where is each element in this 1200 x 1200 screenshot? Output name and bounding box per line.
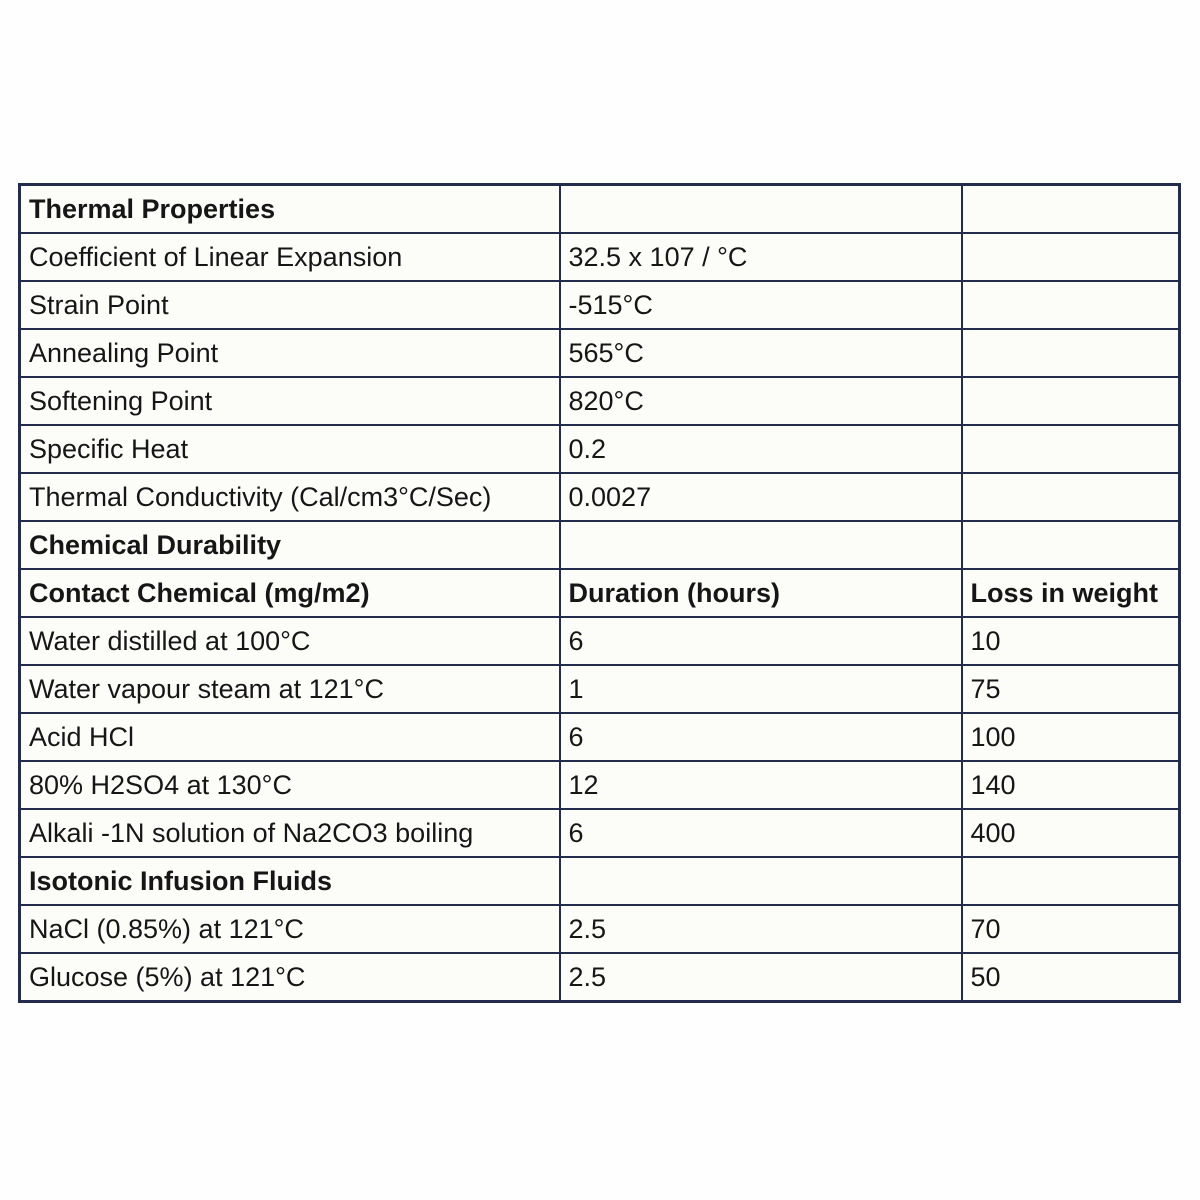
cell-extra: 400	[962, 809, 1180, 857]
cell-extra	[962, 425, 1180, 473]
cell-value: 0.2	[560, 425, 962, 473]
cell-extra: 100	[962, 713, 1180, 761]
cell-value: 0.0027	[560, 473, 962, 521]
cell-property: Specific Heat	[20, 425, 560, 473]
cell-property: Acid HCl	[20, 713, 560, 761]
cell-property: 80% H2SO4 at 130°C	[20, 761, 560, 809]
cell-value: 12	[560, 761, 962, 809]
section-title: Isotonic Infusion Fluids	[20, 857, 560, 905]
table-row-glucose	[20, 953, 1180, 1002]
cell-extra: 10	[962, 617, 1180, 665]
cell-property: Softening Point	[20, 377, 560, 425]
table-row-annealing-point	[20, 329, 1180, 377]
table-row-water-distilled	[20, 617, 1180, 665]
cell-value: 32.5 x 107 / °C	[560, 233, 962, 281]
cell-property: Strain Point	[20, 281, 560, 329]
table-row-acid-hcl	[20, 713, 1180, 761]
cell-value: 2.5	[560, 953, 962, 1002]
cell-value	[560, 185, 962, 234]
cell-value: 2.5	[560, 905, 962, 953]
cell-extra	[962, 281, 1180, 329]
cell-value	[560, 521, 962, 569]
table-row-isotonic-infusion-header	[20, 857, 1180, 905]
cell-extra	[962, 377, 1180, 425]
table-row-h2so4	[20, 761, 1180, 809]
table-row-nacl	[20, 905, 1180, 953]
cell-value: 6	[560, 617, 962, 665]
cell-extra: 50	[962, 953, 1180, 1002]
cell-property: NaCl (0.85%) at 121°C	[20, 905, 560, 953]
section-title: Thermal Properties	[20, 185, 560, 234]
table-row-strain-point	[20, 281, 1180, 329]
cell-extra	[962, 857, 1180, 905]
cell-value	[560, 857, 962, 905]
cell-value: 6	[560, 809, 962, 857]
table-row-thermal-conductivity	[20, 473, 1180, 521]
table-row-column-headers	[20, 569, 1180, 617]
cell-property: Coefficient of Linear Expansion	[20, 233, 560, 281]
table-row-alkali-na2co3	[20, 809, 1180, 857]
cell-value: -515°C	[560, 281, 962, 329]
section-title: Chemical Durability	[20, 521, 560, 569]
cell-property: Thermal Conductivity (Cal/cm3°C/Sec)	[20, 473, 560, 521]
cell-property: Water distilled at 100°C	[20, 617, 560, 665]
cell-property: Annealing Point	[20, 329, 560, 377]
table-row-water-vapour-steam	[20, 665, 1180, 713]
table-row-thermal-properties-header	[20, 185, 1180, 234]
cell-value: 6	[560, 713, 962, 761]
cell-extra: 75	[962, 665, 1180, 713]
cell-extra: 70	[962, 905, 1180, 953]
cell-extra	[962, 473, 1180, 521]
cell-extra	[962, 233, 1180, 281]
table-row-chemical-durability-header	[20, 521, 1180, 569]
column-header-contact-chemical: Contact Chemical (mg/m2)	[20, 569, 560, 617]
properties-table	[18, 183, 1181, 1003]
table-row-specific-heat	[20, 425, 1180, 473]
cell-extra	[962, 185, 1180, 234]
cell-property: Water vapour steam at 121°C	[20, 665, 560, 713]
cell-property: Alkali -1N solution of Na2CO3 boiling	[20, 809, 560, 857]
cell-property: Glucose (5%) at 121°C	[20, 953, 560, 1002]
table-row-softening-point	[20, 377, 1180, 425]
column-header-loss-in-weight: Loss in weight	[962, 569, 1180, 617]
column-header-duration: Duration (hours)	[560, 569, 962, 617]
cell-extra	[962, 329, 1180, 377]
cell-value: 1	[560, 665, 962, 713]
table-row-coefficient-linear-expansion	[20, 233, 1180, 281]
cell-extra	[962, 521, 1180, 569]
cell-extra: 140	[962, 761, 1180, 809]
cell-value: 565°C	[560, 329, 962, 377]
cell-value: 820°C	[560, 377, 962, 425]
